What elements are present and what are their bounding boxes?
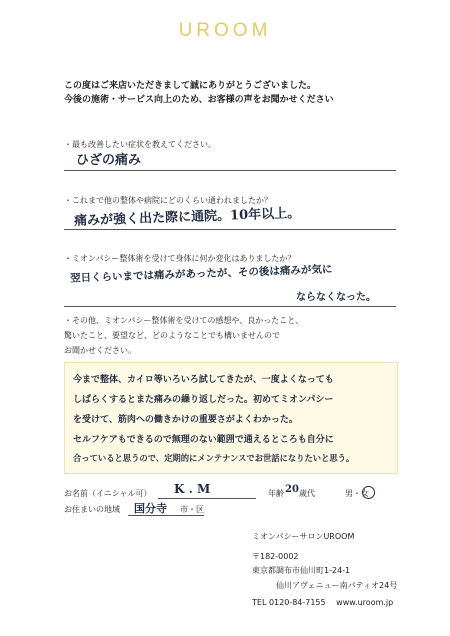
answer-1: ひざの痛み — [76, 153, 142, 168]
gender-options: 男・女 — [345, 489, 369, 498]
comment-line-3: を受けて、筋肉への働きかけの重要さがよくわかった。 — [73, 415, 298, 425]
question-2: ・これまで他の整体や病院にどのくらい通われましたか？ — [64, 196, 272, 205]
age-value: 20 — [285, 484, 299, 495]
salon-address-1: 東京都調布市仙川町1-24-1 — [252, 566, 351, 575]
answer-3-underline — [64, 306, 396, 307]
salon-name: ミオンパシーサロンUROOM — [252, 532, 355, 541]
intro-line-2: 今後の施術・サービス向上のため、お客様の声をお聞かせください — [64, 95, 334, 105]
salon-address-2: 仙川アヴェニュー南パティオ24号 — [276, 580, 398, 590]
age-label-prefix: 年齢 — [268, 489, 284, 498]
question-3: ・ミオンパシー整体術を受けて身体に何か変化はありましたか？ — [64, 254, 296, 263]
question-4-line-3: お聞かせください。 — [64, 346, 136, 355]
salon-info — [252, 530, 397, 611]
comment-line-4: セルフケアもできるので無理のない範囲で通えるところも自分に — [73, 435, 334, 445]
residence-value: 国分寺 — [134, 502, 167, 515]
salon-tel: TEL 0120-84-7155 — [252, 598, 326, 607]
name-value: K . M — [174, 482, 211, 496]
brand-logo: UROOM — [178, 20, 272, 41]
answer-3-line-2: ならなくなった。 — [296, 292, 376, 303]
question-4-line-1: ・その他、ミオンパシー整体術を受けての感想や、良かったこと、 — [64, 316, 304, 325]
name-underline — [158, 498, 256, 499]
answer-2-underline — [64, 229, 396, 230]
salon-url: www.uroom.jp — [336, 598, 394, 607]
salon-postal: 〒182-0002 — [252, 551, 299, 561]
gender-selected-mark — [362, 486, 375, 499]
answer-1-underline — [64, 170, 396, 171]
age-label-suffix: 歳代 — [299, 489, 315, 498]
comment-line-1: 今まで整体、カイロ等いろいろ試してきたが、一度よくなっても — [73, 375, 334, 385]
residence-label: お住まいの地域 — [64, 505, 120, 514]
answer-3-line-1: 翌日くらいまでは痛みがあったが、その後は痛みが気に — [69, 263, 333, 285]
name-label: お名前（イニシャル可） — [64, 489, 152, 498]
comment-line-2: しばらくするとまた痛みの繰り返しだった。初めてミオンパシー — [73, 395, 334, 405]
question-1: ・最も改善したい症状を教えてください。 — [64, 140, 216, 149]
residence-suffix: 市・区 — [180, 505, 204, 514]
question-4-line-2: 驚いたこと、要望など、どのようなことでも構いませんので — [64, 331, 280, 340]
comment-line-5: 合っていると思うので、定期的にメンテナンスでお世話になりたいと思う。 — [73, 453, 355, 463]
intro-line-1: この度はご来店いただきまして誠にありがとうございました。 — [64, 81, 317, 91]
comment-box — [64, 362, 398, 474]
intro-message — [64, 79, 334, 107]
residence-underline — [128, 515, 204, 516]
answer-2: 痛みが強く出た際に通院。10年以上。 — [73, 206, 301, 229]
